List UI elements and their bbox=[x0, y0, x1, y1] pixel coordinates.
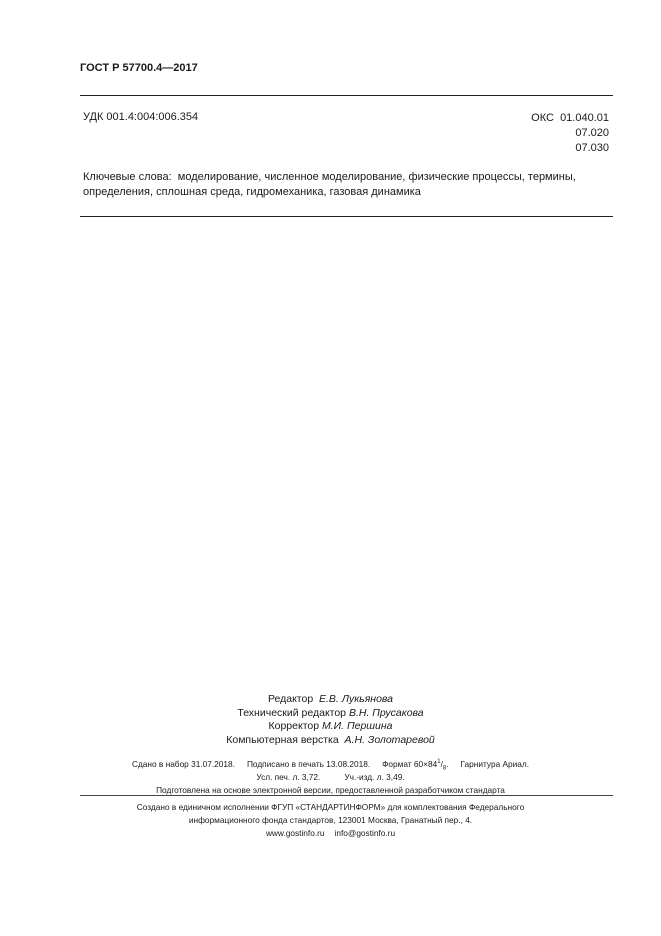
oks-classification bbox=[531, 111, 609, 156]
credit-layout: Компьютерная верстка А.Н. Золотаревой bbox=[226, 733, 435, 746]
document-code: ГОСТ Р 57700.4—2017 bbox=[80, 62, 198, 74]
typeset-date: Сдано в набор 31.07.2018. bbox=[131, 759, 235, 769]
print-sheets: Усл. печ. л. 3,72. bbox=[256, 772, 321, 782]
oks-label: ОКС bbox=[531, 112, 554, 124]
footer-rule bbox=[80, 795, 613, 796]
typeface: Гарнитура Ариал. bbox=[460, 759, 530, 769]
credits-block bbox=[0, 693, 661, 747]
credit-editor: Редактор Е.В. Лукьянова bbox=[267, 693, 394, 705]
email-link[interactable]: info@gostinfo.ru bbox=[334, 828, 396, 838]
oks-code-1: 01.040.01 bbox=[560, 112, 609, 124]
paper-format: Формат $60\times 84^1/_8$. bbox=[382, 759, 449, 772]
imprint-prepared: Подготовлена на основе электронной версии, предоставленной разработчиком стандарта bbox=[156, 785, 505, 795]
keywords-text: моделирование, численное моделирование, физические процессы, термины, определения, сплошная среда, гидромеханика, газовая динамика bbox=[83, 171, 576, 198]
signed-date: Подписано в печать 13.08.2018. bbox=[246, 759, 371, 769]
footer-contacts bbox=[0, 827, 661, 840]
imprint-row-2 bbox=[0, 771, 661, 784]
keywords-rule bbox=[80, 216, 613, 217]
credit-proofreader: Корректор М.И. Першина bbox=[268, 720, 393, 732]
keywords-paragraph bbox=[83, 170, 613, 200]
imprint-row-1 bbox=[0, 758, 661, 771]
footer-line-1: Создано в единичном исполнении ФГУП «СТАНДАРТИНФОРМ» для комплектования Федерального bbox=[136, 802, 525, 812]
imprint-block bbox=[0, 758, 661, 797]
header-rule bbox=[80, 95, 613, 96]
keywords-label: Ключевые слова: bbox=[83, 171, 172, 183]
oks-code-2: 07.020 bbox=[575, 127, 609, 139]
website-link[interactable]: www.gostinfo.ru bbox=[265, 828, 325, 838]
oks-line-1 bbox=[531, 112, 609, 124]
publisher-footer bbox=[0, 801, 661, 840]
publishing-sheets: Уч.-изд. л. 3,49. bbox=[344, 772, 405, 782]
oks-code-3: 07.030 bbox=[575, 142, 609, 154]
footer-line-2: информационного фонда стандартов, 123001 Москва, Гранатный пер., 4. bbox=[188, 815, 473, 825]
udc-code: УДК 001.4:004:006.354 bbox=[83, 111, 199, 123]
credit-tech-editor: Технический редактор В.Н. Прусакова bbox=[237, 706, 424, 719]
